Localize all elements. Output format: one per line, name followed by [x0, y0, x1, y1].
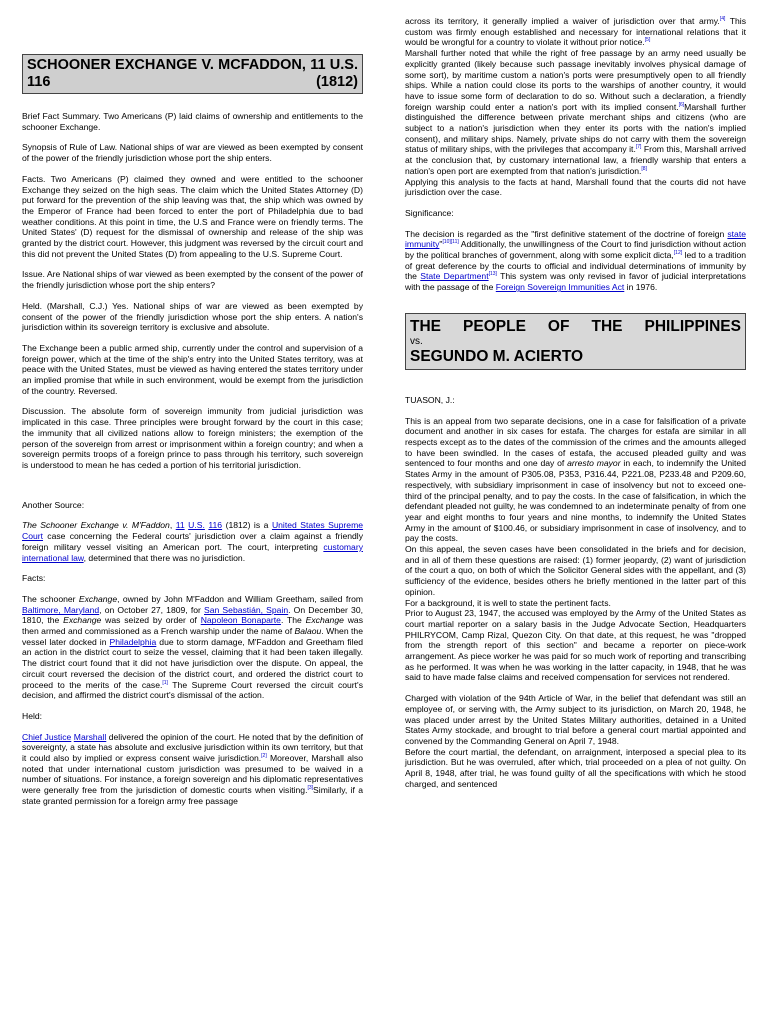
held-detail-paragraph: Chief Justice Marshall delivered the opinion of the court. He noted that by the definition of sovereignty, a state has absolute and exclusive jurisdiction within its own territory, but that it could also by implied or express consent waive jurisdiction.[2] Moreover, Marshall also noted that under international custom jurisdiction was presumed to be waived in a number of situations. For instance, a foreign sovereign and his diplomatic representatives were generally free from the jurisdiction of domestic courts when visiting.[3]Similarly, if a state granted permission for a foreign army free passage	[22, 731, 364, 806]
continued-paragraph: across its territory, it generally implied a waiver of jurisdiction over that army.[4] This custom was firmly enough established and necessary for international relations that it would be wrongful for a country to violate it without prior notice.[5]	[405, 16, 747, 48]
issue-paragraph: Issue. Are National ships of war viewed as been exempted by the consent of the power of the friendly jurisdiction whose port the ship enters?	[22, 269, 363, 291]
case-name: The Schooner Exchange v. M'Faddon	[22, 520, 170, 531]
link-11[interactable]: 11	[175, 520, 185, 531]
link-us-supreme-court[interactable]: United States Supreme Court	[22, 520, 364, 542]
applying-paragraph: Applying this analysis to the facts at hand, Marshall found that the courts did not have jurisdiction over the case.	[405, 176, 746, 198]
right-column	[405, 0, 746, 789]
opinion-paragraph-3: For a background, it is well to state the pertinent facts.	[405, 597, 611, 608]
opinion-paragraph-2: On this appeal, the seven cases have been consolidated in the briefs and for decision, and in all of them these questions are raised: (1) former jeopardy, (2) want of jurisdiction of the court a quo, on both of which the Solicitor General sides with the appellant, and (3) sufficiency of the evidence, besides others he briefly mentioned in the latter part of this opinion.	[405, 544, 746, 597]
facts-paragraph: Facts. Two Americans (P) claimed they owned and were entitled to the schooner Exchange they seized on the high seas. The claim which the United States Attorney (D) put forward for the prevention of the ship leaving was that, the ship which was owned by the Emperor of France had been forced to enter the port of Philadelphia due to bad weather conditions. At this point in time, the U.S and France were on friendly terms. The United States' (D) request for the dismissal of ownership and release of the ship was granted by the district court. However, this judgment was reversed by the circuit court and this did not prevent the United States (D) from appealing to the U.S. Supreme Court.	[22, 173, 363, 259]
footnote-5[interactable]: [5]	[644, 37, 651, 44]
footnote-8[interactable]: [8]	[641, 165, 647, 172]
significance-paragraph: The decision is regarded as the "first definitive statement of the doctrine of foreign state immunity"[10][11] Additionally, the unwillingness of the Court to find jurisdiction without action by the political branches of government, along with some explicit dicta,[12] led to a tradition of great deference by the courts to official and individual determinations of immunity by the State Department[13] This system was only revised in favor of judicial interpretations with the passage of the Foreign Sovereign Immunities Act in 1976.	[405, 228, 747, 293]
link-116[interactable]: 116	[208, 520, 223, 531]
footnote-10-11[interactable]: [10][11]	[442, 239, 459, 246]
case-title: SCHOONER EXCHANGE V. MCFADDON, 11 U.S. 116 (1812)	[27, 57, 358, 90]
footnote-2[interactable]: [2]	[261, 753, 267, 760]
opinion-paragraph-6: Before the court martial, the defendant, on arraignment, interposed a special plea to its jurisdiction. But he was overruled, after which, trial proceeded on a plea of not guilty. On April 8, 1948, after trial, he was found guilty of all the specifications with which he stood charged, and sentenced	[405, 746, 746, 789]
link-napoleon[interactable]: Napoleon Bonaparte	[200, 615, 281, 626]
intro-paragraph: The Schooner Exchange v. M'Faddon, 11 U.S. 116 (1812) is a United States Supreme Court case concerning the Federal courts' jurisdiction over a claim against a friendly foreign military vessel visiting an American port. The court, interpreting customary international law, determined that there was no jurisdiction.	[22, 520, 364, 563]
link-state-department[interactable]: State Department	[420, 271, 489, 282]
significance-label: Significance:	[405, 207, 454, 218]
link-fsia[interactable]: Foreign Sovereign Immunities Act	[495, 282, 625, 293]
link-philadelphia[interactable]: Philadelphia	[109, 636, 157, 647]
synopsis: Synopsis of Rule of Law. National ships of war are viewed as been exempted by consent of the power of the friendly jurisdiction whose port the ship enters.	[22, 142, 363, 164]
link-san-sebastian[interactable]: San Sebastián, Spain	[204, 604, 289, 615]
link-us[interactable]: U.S.	[188, 520, 205, 531]
footnote-1[interactable]: [1]	[162, 679, 168, 686]
facts-detail-paragraph: The schooner Exchange, owned by John M'Faddon and William Greetham, sailed from Baltimore, Maryland, on October 27, 1809, for San Sebastián, Spain. On December 30, 1810, the Exchange was seized by order of Napoleon Bonaparte. The Exchange was then armed and commissioned as a French warship under the name of Balaou. When the vessel later docked in Philadelphia due to storm damage, M'Faddon and Greetham filed an action in the district court to seize the vessel, claiming that it had been taken illegally. The district court found that it did not have jurisdiction over the dispute. On appeal, the circuit court reversed the decision of the district court, and ordered the district court to proceed to the merits of the case.[1] The Supreme Court reversed the circuit court's decision, and affirmed the district court's dismissal of the action.	[22, 593, 364, 701]
footnote-6[interactable]: [6]	[678, 101, 685, 108]
link-state-immunity[interactable]: state immunity	[405, 228, 746, 250]
brief-fact-summary: Brief Fact Summary. Two Americans (P) laid claims of ownership and entitlements to the schooner Exchange.	[22, 111, 363, 132]
link-marshall[interactable]: Marshall	[73, 731, 107, 742]
exchange-paragraph: The Exchange been a public armed ship, currently under the control and supervision of a foreign power, which at the time of the ship's entry into the United States territory, was at peace with the United States, must be viewed as having entered the states territory under an implied promise that while in such environment, would be exempt from the jurisdiction of the country. Reversed.	[22, 342, 363, 396]
footnote-12[interactable]: [12]	[673, 250, 683, 257]
footnote-4[interactable]: [4]	[719, 16, 726, 23]
case-title-line-1: THE PEOPLE OF THE PHILIPPINES	[410, 317, 741, 335]
opinion-paragraph-1: This is an appeal from two separate decisions, one in a case for falsification of a private document and another in six cases for estafa. The charges for estafa are similar in all respects except as to the dates of the commission of the crimes and the amounts alleged to have been swindled. In the cases of estafa, the accused pleaded guilty and was sentenced to four months and one day of arresto mayor in each, to indemnify the United States Army in the amount of P305.08, P353, P316.44, P221.08, P233.48 and P209.60, respectively, with subsidiary imprisonment in case of insolvency but not to exceed one-third of the principal penalty, and to pay the costs. In the case of falsification, in which the defendant pleaded not guilty, he was condemned to an indeterminate penalty of from one year and eight months to four years and nine months, to indemnify the United States Army in the amount of $100.46, or subsidiary imprisonment in case of insolvency, and to pay the costs.	[405, 415, 746, 544]
left-column	[22, 0, 363, 807]
footnote-7[interactable]: [7]	[635, 144, 642, 151]
held-label: Held:	[22, 710, 43, 721]
another-source-label: Another Source:	[22, 499, 85, 510]
opinion-paragraph-5: Charged with violation of the 94th Article of War, in the belief that defendant was still an employee of, or serving with, the Army subject to its jurisdiction, on March 20, 1948, he was placed under arrest by the United States Military authorities, detained in a United States Army stockade, and brought to trial before a general court martial appointed and convened by the Commanding General on April 7, 1948.	[405, 693, 746, 746]
opinion-paragraph-4: Prior to August 23, 1947, the accused was employed by the Army of the United States as court martial reporter on a salary basis in the Judge Advocate Section, Headquarters PHILRYCOM, Camp Rizal, Quezon City. On that date, at this request, he was "dropped from the strength report of this section" and became a reporter on piece-work arrangement. As piece worker he was paid for so much work of reporting and transcribing as he performed. It was when he was working in the latter capacity, in 1948, that he was said to have made false claims and received compensation for services not rendered.	[405, 608, 746, 683]
link-baltimore[interactable]: Baltimore, Maryland	[22, 604, 100, 615]
discussion-paragraph: Discussion. The absolute form of sovereign immunity from judicial jurisdiction was implicated in this case. Three principles were brought forward by the court in this case; the immunity that all civilized nations allow to foreign ministers; the exemption of the person of the sovereign from arrest or imprisonment within a foreign country; and when a sovereign permits troops of a foreign prince to pass through his territory, such sovereign is understood to mean he has ceded a portion of his territorial jurisdiction.	[22, 406, 363, 470]
case-title-box	[22, 54, 363, 94]
facts-label: Facts:	[22, 573, 46, 584]
link-chief-justice[interactable]: Chief Justice	[22, 731, 72, 742]
footnote-3[interactable]: [3]	[307, 785, 314, 792]
versus-label: vs.	[410, 335, 423, 347]
marshall-further-paragraph: Marshall further noted that while the right of free passage by an army need usually be explicitly granted (likely because such passage inevitably involves physical damage of some sort), by maritime custom a nation's ports were presumptively open to all friendly ships. While a nation could close its ports to the warships of another country, it would have to issue some form of declaration to do so. Without such a declaration, a friendly foreign warship could enter a nation's port with its implied consent.[6]Marshall further distinguished the difference between private merchant ships and citizens (who are subject to a nation's jurisdiction when they enter its ports with the nation's implied consent), and military ships. Namely, private ships do not carry with them the sovereign status of military ships, with the privileges that accompany it.[7] From this, Marshall arrived at the conclusion that, by customary international law, a friendly warship that enters a nation's open port are exempted from that nation's jurisdiction.[8]	[405, 48, 746, 176]
footnote-13[interactable]: [13]	[488, 271, 497, 278]
held-paragraph: Held. (Marshall, C.J.) Yes. National ships of war are viewed as been exempted by consent of the power of the friendly jurisdiction whose port the ship enters. A nation's jurisdiction within its sovereign territory is exclusive and absolute.	[22, 300, 363, 333]
case-title-box-2	[405, 313, 746, 370]
link-customary-international-law[interactable]: customary international law	[22, 541, 363, 563]
case-title-line-2: SEGUNDO M. ACIERTO	[410, 347, 584, 365]
judge-name: TUASON, J.:	[405, 394, 455, 405]
